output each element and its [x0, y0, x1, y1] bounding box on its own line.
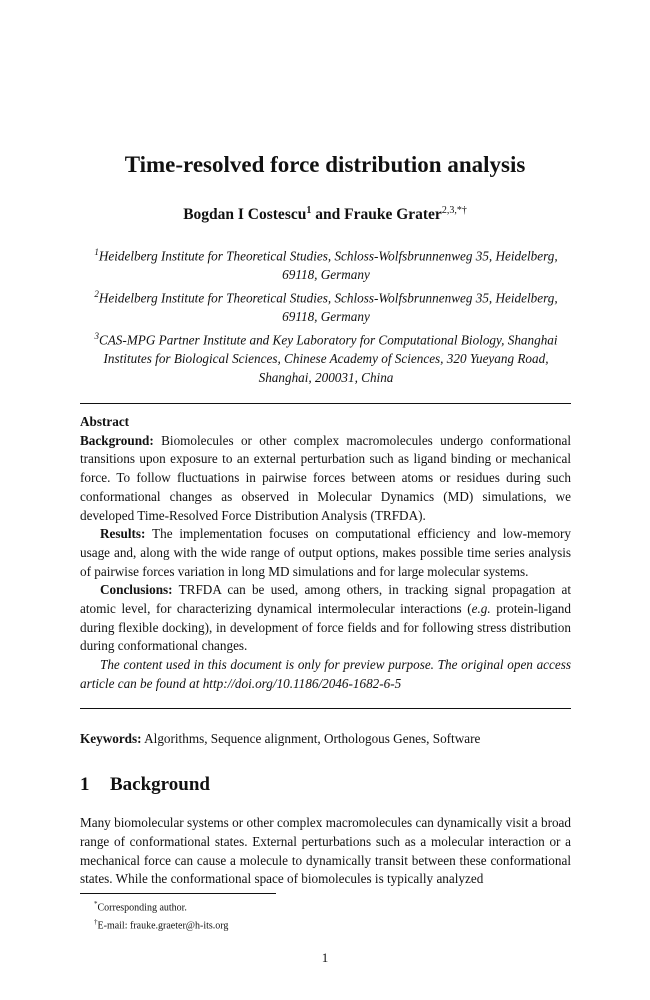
affiliation-list	[80, 243, 572, 388]
affiliation	[80, 285, 572, 327]
author-connector: and	[311, 206, 345, 224]
keywords-label: Keywords:	[80, 731, 142, 746]
conclusions-text-rest: protein-ligand during flexible docking), in development of force fields and for following stress distribution during conformational changes.	[80, 601, 571, 654]
abstract	[80, 413, 571, 694]
abstract-top-rule	[80, 403, 571, 404]
affiliation	[80, 327, 572, 388]
affiliation-mark: 3	[94, 330, 99, 341]
section-title: Background	[110, 774, 210, 795]
conclusions-eg: e.g.	[471, 601, 491, 617]
footnote-rule	[80, 893, 276, 894]
results-label: Results:	[100, 526, 146, 542]
footnote	[94, 915, 564, 933]
abstract-bottom-rule	[80, 708, 571, 709]
footnote-mark: *	[94, 900, 98, 908]
abstract-background	[80, 432, 571, 526]
background-label: Background:	[80, 432, 154, 448]
footnote	[94, 897, 564, 915]
page-number: 1	[321, 950, 329, 965]
section-number: 1	[80, 774, 90, 795]
section-body: Many biomolecular systems or other complex macromolecules can dynamically visit a broad range of conformational states. External perturbations such as a molecular interaction or a mechanical force can cause a molecule to dynamically transit between these conformational states. While the conformational space of biomolecules is typically analyzed	[80, 815, 571, 887]
results-text: The implementation focuses on computational efficiency and low-memory usage and, along with the wide range of output options, makes possible time series analysis of pairwise forces variation in long MD simulations and for large molecular systems.	[80, 526, 571, 579]
affiliation-mark: 2	[94, 288, 99, 299]
affiliation	[80, 243, 572, 285]
footnotes	[94, 897, 564, 934]
affiliation-text: Heidelberg Institute for Theoretical Studies, Schloss-Wolfsbrunnenweg 35, Heidelberg, 69118, Germany	[98, 290, 558, 325]
paper-title: Time-resolved force distribution analysis	[124, 152, 526, 177]
section-heading	[80, 774, 571, 796]
preview-notice: The content used in this document is only for preview purpose. The original open access article can be found at http://doi.org/10.1186/2046-1682-6-5	[80, 657, 571, 691]
abstract-results	[80, 525, 571, 581]
abstract-conclusions	[80, 581, 571, 656]
affiliation-text: CAS-MPG Partner Institute and Key Laboratory for Computational Biology, Shanghai Institutes for Biological Sciences, Chinese Academy of Sciences, 320 Yueyang Road, Shanghai, 200031, China	[98, 332, 558, 385]
author-name: Frauke Grater	[344, 206, 442, 224]
author-list	[0, 205, 650, 224]
conclusions-text: TRFDA can be used, among others, in tracking signal propagation at atomic level, for characterizing dynamical intermolecular interactions (	[80, 582, 571, 617]
author-affiliation-mark: 2,3,*†	[441, 205, 467, 216]
footnote-text: Corresponding author.	[97, 902, 187, 914]
affiliation-mark: 1	[94, 247, 99, 257]
keywords-text: Algorithms, Sequence alignment, Orthologous Genes, Software	[144, 731, 481, 746]
background-text: Biomolecules or other complex macromolecules undergo conformational transitions upon exposure to an external perturbation such as ligand binding or mechanical force. To follow fluctuations in pairwise forces between atoms or residues during such conformational changes as observed in Molecular Dynamics (MD) simulations, we developed Time-Resolved Force Distribution Analysis (TRFDA).	[80, 432, 571, 523]
footnote-text: E-mail: frauke.graeter@h-its.org	[97, 920, 229, 932]
keywords	[80, 731, 571, 747]
author-affiliation-mark: 1	[306, 205, 312, 216]
conclusions-label: Conclusions:	[100, 582, 173, 598]
author-name: Bogdan I Costescu	[183, 206, 307, 224]
footnote-mark: †	[94, 918, 98, 927]
abstract-heading: Abstract	[80, 414, 130, 429]
affiliation-text: Heidelberg Institute for Theoretical Studies, Schloss-Wolfsbrunnenweg 35, Heidelberg, 69118, Germany	[98, 248, 558, 283]
